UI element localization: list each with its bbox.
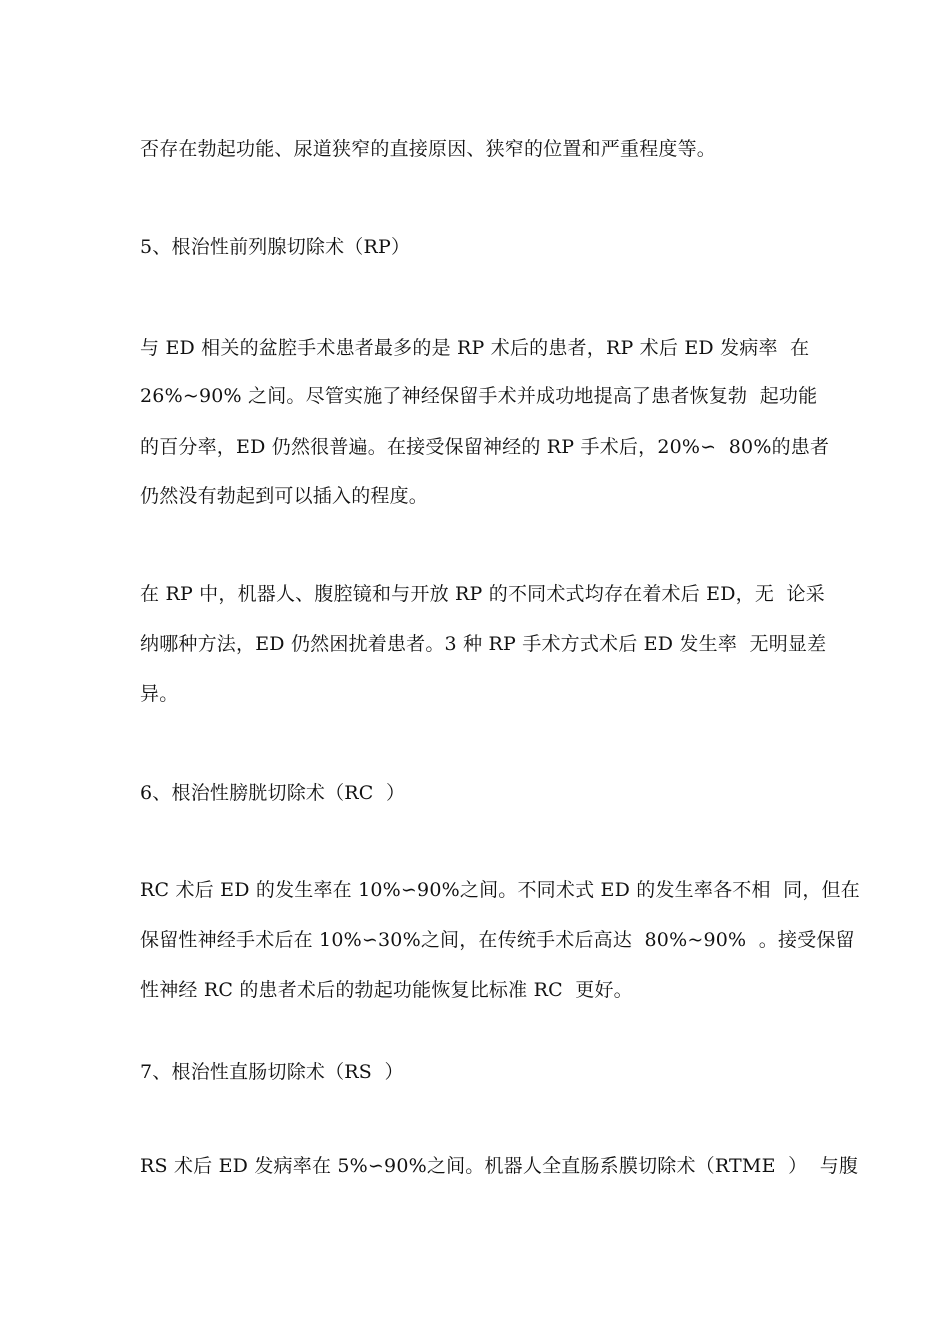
paragraph-rc-line-3: 性神经 RC 的患者术后的勃起功能恢复比标准 RC 更好。 bbox=[140, 979, 633, 1001]
paragraph-rc-line-1: RC 术后 ED 的发生率在 10%∽90%之间。不同术式 ED 的发生率各不相 同，但在 bbox=[140, 879, 860, 901]
paragraph-rp2-line-1: 在 RP 中，机器人、腹腔镜和与开放 RP 的不同术式均存在着术后 ED，无 论采 bbox=[140, 583, 825, 605]
paragraph-rp-line-4: 仍然没有勃起到可以插入的程度。 bbox=[140, 485, 429, 507]
section-heading-rc: 6、根治性膀胱切除术（RC ） bbox=[140, 782, 406, 804]
section-heading-rp: 5、根治性前列腺切除术（RP） bbox=[140, 236, 411, 258]
paragraph-rc-line-2: 保留性神经手术后在 10%∽30%之间，在传统手术后高达 80%~90% 。接受保留 bbox=[140, 929, 855, 951]
paragraph-rp-line-1: 与 ED 相关的盆腔手术患者最多的是 RP 术后的患者，RP 术后 ED 发病率 在 bbox=[140, 337, 810, 359]
paragraph-rp2-line-3: 异。 bbox=[140, 683, 179, 705]
paragraph-rp-line-2: 26%~90% 之间。尽管实施了神经保留手术并成功地提高了患者恢复勃 起功能 bbox=[140, 385, 818, 407]
paragraph-rp-line-3: 的百分率，ED 仍然很普遍。在接受保留神经的 RP 手术后，20%∽ 80%的患者 bbox=[140, 436, 830, 458]
paragraph-continued-line: 否存在勃起功能、尿道狭窄的直接原因、狭窄的位置和严重程度等。 bbox=[140, 138, 717, 160]
paragraph-rs-line-1: RS 术后 ED 发病率在 5%∽90%之间。机器人全直肠系膜切除术（RTME ） 与腹 bbox=[140, 1155, 859, 1177]
section-heading-rs: 7、根治性直肠切除术（RS ） bbox=[140, 1061, 404, 1083]
paragraph-rp2-line-2: 纳哪种方法，ED 仍然困扰着患者。3 种 RP 手术方式术后 ED 发生率 无明显差 bbox=[140, 633, 827, 655]
